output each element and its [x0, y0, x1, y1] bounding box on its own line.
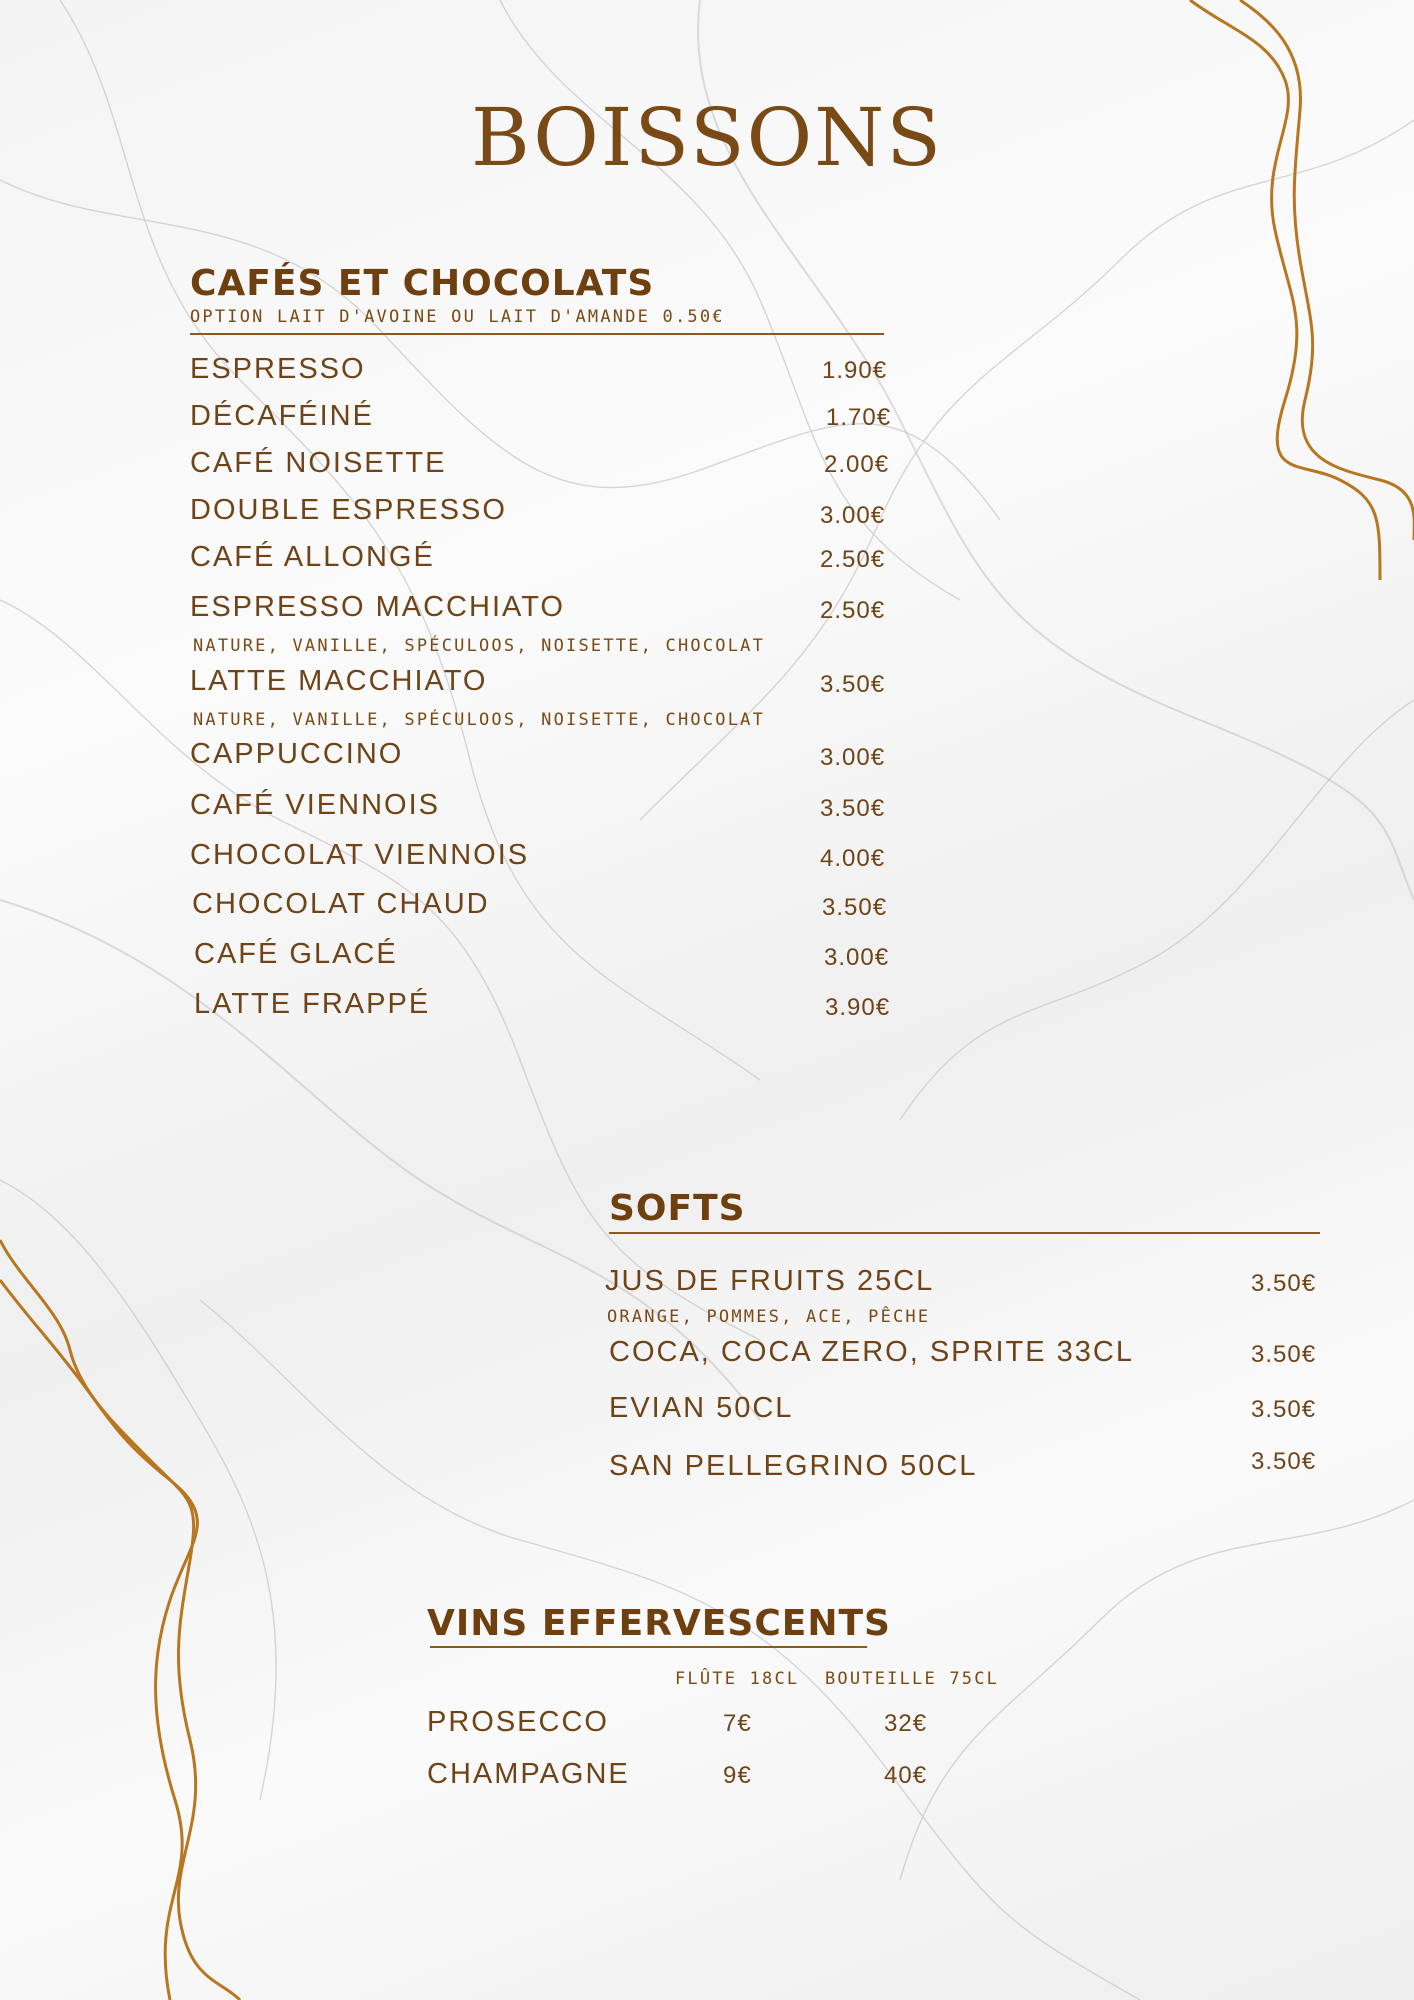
marble-vein: [900, 700, 1414, 1120]
menu-item-price: 2.50€: [820, 597, 886, 624]
marble-vein: [900, 1500, 1414, 1880]
menu-item-flavours-note: NATURE, VANILLE, SPÉCULOOS, NOISETTE, CHOCOLAT: [193, 710, 766, 730]
menu-item-name: JUS DE FRUITS 25CL: [605, 1265, 935, 1297]
menu-item-name: PROSECCO: [427, 1706, 609, 1738]
menu-item-name: DOUBLE ESPRESSO: [190, 494, 507, 526]
menu-item-name: CHOCOLAT VIENNOIS: [190, 839, 530, 871]
menu-item-name: CAFÉ GLACÉ: [194, 938, 398, 970]
marble-vein: [0, 1180, 276, 1800]
menu-item-price: 4.00€: [820, 845, 886, 872]
menu-item-price: 2.50€: [820, 546, 886, 573]
menu-item-name: SAN PELLEGRINO 50CL: [609, 1450, 978, 1482]
menu-item-price: 1.90€: [822, 357, 888, 384]
menu-item-price: 1.70€: [826, 404, 892, 431]
column-header-flute: FLÛTE 18CL: [675, 1669, 800, 1689]
vins-divider: [430, 1646, 867, 1648]
menu-item-price-flute: 9€: [723, 1762, 752, 1789]
column-header-bouteille: BOUTEILLE 75CL: [825, 1669, 1000, 1689]
menu-item-price: 3.50€: [1251, 1341, 1317, 1368]
menu-item-price: 3.50€: [1251, 1448, 1317, 1475]
menu-item-name: EVIAN 50CL: [609, 1392, 794, 1424]
menu-item-price: 3.50€: [820, 795, 886, 822]
menu-item-name: ESPRESSO MACCHIATO: [190, 591, 565, 623]
menu-item-flavours-note: ORANGE, POMMES, ACE, PÊCHE: [607, 1307, 931, 1327]
section-title-softs: SOFTS: [609, 1188, 746, 1229]
menu-item-name: LATTE MACCHIATO: [190, 665, 488, 697]
menu-item-name: CHAMPAGNE: [427, 1758, 630, 1790]
menu-item-name: CAFÉ VIENNOIS: [190, 789, 440, 821]
cafes-option-note: OPTION LAIT D'AVOINE OU LAIT D'AMANDE 0.50€: [190, 307, 725, 327]
menu-item-price: 3.50€: [1251, 1396, 1317, 1423]
menu-item-price-bouteille: 32€: [884, 1710, 928, 1737]
menu-item-price: 2.00€: [824, 451, 890, 478]
menu-item-price: 3.50€: [822, 894, 888, 921]
menu-item-name: CAFÉ ALLONGÉ: [190, 541, 435, 573]
menu-item-name: DÉCAFÉINÉ: [190, 400, 374, 432]
menu-item-name: COCA, COCA ZERO, SPRITE 33CL: [609, 1336, 1134, 1368]
menu-item-name: CAFÉ NOISETTE: [190, 447, 447, 479]
menu-item-flavours-note: NATURE, VANILLE, SPÉCULOOS, NOISETTE, CHOCOLAT: [193, 636, 766, 656]
gold-vein-top-right: [1190, 0, 1380, 580]
menu-item-name: ESPRESSO: [190, 353, 366, 385]
page-title: BOISSONS: [470, 91, 944, 184]
menu-item-price-flute: 7€: [723, 1710, 752, 1737]
section-title-cafes: CAFÉS ET CHOCOLATS: [190, 263, 655, 304]
softs-divider: [609, 1232, 1320, 1234]
menu-item-price: 3.50€: [820, 671, 886, 698]
gold-vein-top-right: [1240, 0, 1414, 540]
menu-item-price-bouteille: 40€: [884, 1762, 928, 1789]
menu-item-price: 3.00€: [824, 944, 890, 971]
menu-item-price: 3.00€: [820, 744, 886, 771]
menu-item-name: LATTE FRAPPÉ: [194, 988, 431, 1020]
menu-item-price: 3.50€: [1251, 1270, 1317, 1297]
gold-vein-bottom-left: [0, 1280, 197, 2000]
menu-item-name: CHOCOLAT CHAUD: [192, 888, 490, 920]
menu-item-name: CAPPUCCINO: [190, 738, 404, 770]
gold-vein-bottom-left: [0, 1240, 240, 2000]
cafes-divider: [190, 333, 884, 335]
menu-item-price: 3.90€: [825, 994, 891, 1021]
section-title-vins: VINS EFFERVESCENTS: [427, 1603, 891, 1644]
menu-item-price: 3.00€: [820, 502, 886, 529]
